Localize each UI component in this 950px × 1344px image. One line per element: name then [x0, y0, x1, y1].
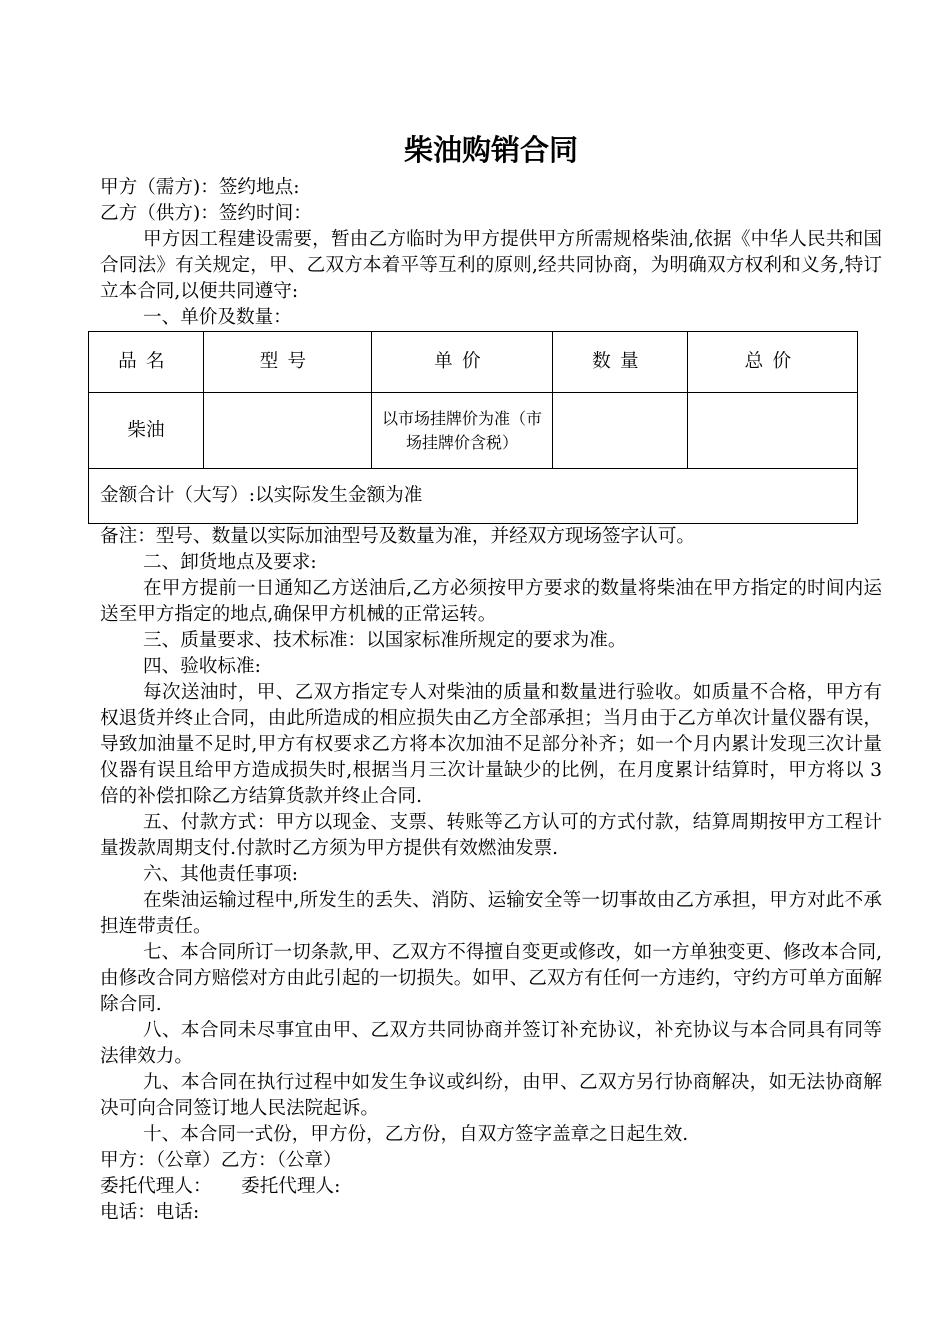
section-6-body: 在柴油运输过程中,所发生的丢失、消防、运输安全等一切事故由乙方承担，甲方对此不承担连带责任。 [100, 890, 882, 937]
contract-page [100, 128, 882, 1226]
section-4-title: 四、验收标准: [143, 656, 261, 677]
cell-product-name: 柴油 [89, 393, 204, 469]
header-cell-quantity: 数量 [553, 332, 688, 393]
cell-quantity [553, 393, 688, 469]
section-2-title: 二、卸货地点及要求: [143, 552, 317, 573]
section-10: 十、本合同一式份，甲方份，乙方份，自双方签字盖章之日起生效. [143, 1124, 689, 1145]
cell-unit-price: 以市场挂牌价为准（市场挂牌价含税） [372, 393, 553, 469]
header-cell-model: 型号 [204, 332, 372, 393]
header-cell-price: 单价 [372, 332, 553, 393]
table-row [89, 393, 858, 469]
header-cell-total: 总价 [688, 332, 858, 393]
section-1-title: 一、单价及数量： [143, 307, 292, 328]
party-a-line: 甲方（需方)：签约地点: [100, 177, 300, 198]
cell-amount-total: 金额合计（大写）:以实际发生金额为准 [89, 469, 858, 524]
section-8: 八、本合同未尽事宜由甲、乙双方共同协商并签订补充协议，补充协议与本合同具有同等法律效力。 [100, 1020, 882, 1067]
signature-seal-line: 甲方：（公章）乙方：（公章） [100, 1150, 342, 1171]
cell-model [204, 393, 372, 469]
table-sum-row [89, 469, 858, 524]
section-9: 九、本合同在执行过程中如发生争议或纠纷，由甲、乙双方另行协商解决，如无法协商解决可向合同签订地人民法院起诉。 [100, 1072, 882, 1119]
header-cell-name: 品名 [89, 332, 204, 393]
intro-paragraph: 甲方因工程建设需要，暂由乙方临时为甲方提供甲方所需规格柴油,依据《中华人民共和国合同法》有关规定，甲、乙双方本着平等互利的原则,经共同协商，为明确双方权利和义务,特订立本合同,以便共同遵守: [100, 229, 882, 302]
price-table [88, 331, 857, 524]
section-5: 五、付款方式：甲方以现金、支票、转账等乙方认可的方式付款，结算周期按甲方工程计量拨款周期支付.付款时乙方须为甲方提供有效燃油发票. [100, 812, 882, 859]
signature-phone-line: 电话：电话: [100, 1202, 200, 1223]
table-header-row [89, 332, 858, 393]
section-2-body: 在甲方提前一日通知乙方送油后,乙方必须按甲方要求的数量将柴油在甲方指定的时间内运送至甲方指定的地点,确保甲方机械的正常运转。 [100, 578, 882, 625]
section-4-body: 每次送油时，甲、乙双方指定专人对柴油的质量和数量进行验收。如质量不合格，甲方有权退货并终止合同，由此所造成的相应损失由乙方全部承担；当月由于乙方单次计量仪器有误，导致加油量不足时,甲方有权要求乙方将本次加油不足部分补齐；如一个月内累计发现三次计量仪器有误且给甲方造成损失时,根据当月三次计量缺少的比例，在月度累计结算时，甲方将以 3 倍的补偿扣除乙方结算货款并终止合同. [100, 682, 882, 807]
party-b-line: 乙方（供方)：签约时间： [100, 203, 312, 224]
page-title: 柴油购销合同 [403, 133, 578, 167]
section-6-title: 六、其他责任事项: [143, 864, 299, 885]
cell-total-price [688, 393, 858, 469]
signature-agent-line: 委托代理人： 委托代理人: [100, 1176, 341, 1197]
section-7: 七、本合同所订一切条款,甲、乙双方不得擅自变更或修改，如一方单独变更、修改本合同,由修改合同方赔偿对方由此引起的一切损失。如甲、乙双方有任何一方违约，守约方可单方面解除合同. [100, 942, 882, 1015]
note-line: 备注：型号、数量以实际加油型号及数量为准，并经双方现场签字认可。 [100, 526, 696, 547]
section-3: 三、质量要求、技术标准：以国家标准所规定的要求为准。 [143, 630, 627, 651]
